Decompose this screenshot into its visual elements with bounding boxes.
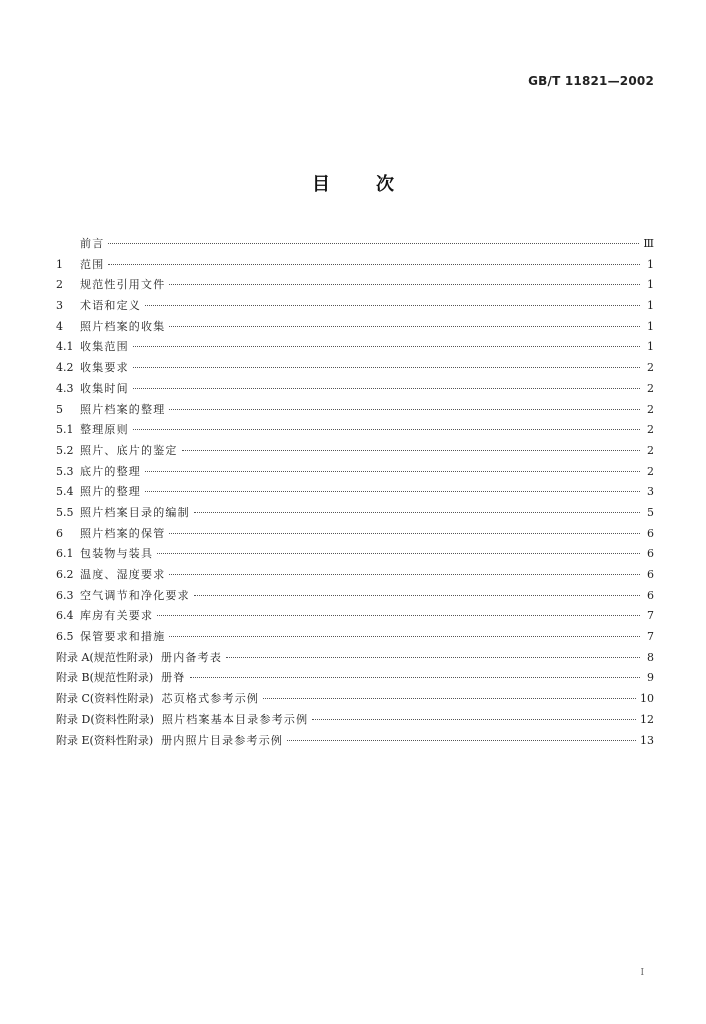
toc-entry-number: 4.1	[56, 340, 74, 354]
toc-entry-title: 保管要求和措施	[80, 630, 166, 644]
toc-heading-left: 目	[312, 174, 330, 195]
toc-entry-page: 7	[647, 630, 654, 644]
toc-entry-title: 收集要求	[80, 361, 129, 375]
toc-entry[interactable]	[56, 234, 654, 255]
toc-entry-title: 术语和定义	[80, 299, 141, 313]
toc-entry-title: 前言	[80, 237, 105, 250]
toc-entry-title: 册内备考表	[161, 650, 223, 664]
toc-entry[interactable]	[56, 337, 654, 358]
toc-entry-title: 照片的整理	[80, 485, 141, 499]
toc-entry-number: 附录 E(资料性附录)	[56, 733, 154, 747]
toc-entry-title: 收集范围	[80, 340, 129, 354]
toc-entry-number: 6.1	[56, 547, 74, 561]
toc-entry[interactable]	[56, 668, 654, 689]
toc-entry-number: 5.2	[56, 443, 74, 457]
toc-dot-leader	[169, 574, 640, 575]
toc-entry-number: 4.3	[56, 381, 74, 395]
toc-entry-title: 照片档案的整理	[80, 402, 166, 416]
toc-entry-title: 规范性引用文件	[80, 278, 166, 292]
toc-dot-leader	[133, 388, 640, 389]
toc-entry-number: 6.2	[56, 568, 74, 581]
toc-entry-number: 2	[56, 278, 63, 292]
toc-entry-title: 照片档案的保管	[80, 526, 166, 540]
toc-entry-title: 照片、底片的鉴定	[80, 443, 178, 457]
toc-entry-number: 6.4	[56, 609, 74, 623]
standard-code: GB/T 11821—2002	[528, 74, 654, 88]
toc-entry-page: Ⅲ	[643, 237, 654, 250]
toc-dot-leader	[157, 553, 640, 554]
toc-entry-number: 6.3	[56, 588, 74, 602]
toc-entry-title: 整理原则	[80, 423, 129, 437]
toc-entry-page: 6	[647, 526, 654, 540]
toc-entry[interactable]	[56, 462, 654, 483]
toc-entry-title: 册脊	[161, 671, 186, 685]
toc-entry-page: 6	[647, 588, 654, 602]
toc-dot-leader	[169, 533, 640, 534]
toc-entry-page: 13	[640, 733, 654, 747]
toc-entry-number: 5.5	[56, 505, 74, 519]
toc-entry[interactable]	[56, 710, 654, 731]
toc-entry-title: 包装物与装具	[80, 547, 154, 561]
toc-entry[interactable]	[56, 648, 654, 669]
toc-entry-number: 5	[56, 402, 63, 416]
toc-dot-leader	[108, 264, 640, 265]
toc-entry[interactable]	[56, 420, 654, 441]
toc-entry[interactable]	[56, 524, 654, 545]
toc-heading-right: 次	[376, 174, 394, 195]
toc-dot-leader	[182, 450, 640, 451]
toc-entry[interactable]	[56, 627, 654, 648]
toc-entry-title: 底片的整理	[80, 464, 141, 478]
toc-entry-number: 4	[56, 319, 63, 333]
toc-entry-page: 2	[647, 361, 654, 375]
toc-dot-leader	[133, 429, 640, 430]
toc-entry-number: 5.4	[56, 485, 74, 499]
toc-dot-leader	[133, 346, 640, 347]
toc-entry-title: 空气调节和净化要求	[80, 588, 190, 602]
toc-dot-leader	[169, 409, 640, 410]
toc-entry-title: 库房有关要求	[80, 609, 154, 623]
toc-dot-leader	[263, 698, 636, 699]
toc-entry-page: 8	[647, 650, 654, 664]
toc-entry[interactable]	[56, 689, 654, 710]
toc-entry[interactable]	[56, 606, 654, 627]
toc-entry-title: 收集时间	[80, 381, 129, 395]
toc-entry-title: 册内照片目录参考示例	[161, 733, 284, 747]
toc-entry[interactable]	[56, 296, 654, 317]
toc-dot-leader	[145, 471, 640, 472]
toc-entry-number: 6.5	[56, 630, 74, 644]
toc-entry-title: 照片档案的收集	[80, 319, 166, 333]
toc-entry[interactable]	[56, 317, 654, 338]
toc-entry-number: 6	[56, 526, 63, 540]
toc-dot-leader	[194, 512, 640, 513]
toc-entry[interactable]	[56, 255, 654, 276]
toc-dot-leader	[169, 326, 640, 327]
toc-entry-number: 5.3	[56, 464, 74, 478]
toc-dot-leader	[194, 595, 640, 596]
toc-entry-number: 附录 D(资料性附录)	[56, 712, 154, 726]
toc-entry[interactable]	[56, 400, 654, 421]
toc-entry-page: 2	[647, 381, 654, 395]
toc-entry[interactable]	[56, 565, 654, 586]
toc-dot-leader	[190, 677, 640, 678]
toc-dot-leader	[145, 305, 640, 306]
toc-entry-page: 6	[647, 547, 654, 561]
toc-entry[interactable]	[56, 586, 654, 607]
toc-entry-page: 9	[647, 671, 654, 685]
toc-entry-page: 1	[647, 340, 654, 354]
toc-entry-page: 1	[647, 257, 654, 271]
toc-entry-page: 2	[647, 464, 654, 478]
toc-dot-leader	[133, 367, 640, 368]
toc-entry-title: 芯页格式参考示例	[161, 692, 260, 706]
toc-entry[interactable]	[56, 275, 654, 296]
toc-entry-number: 附录 A(规范性附录)	[56, 650, 154, 664]
toc-entry-number: 附录 C(资料性附录)	[56, 692, 154, 706]
toc-entry-page: 2	[647, 443, 654, 457]
page-corner-mark: I	[640, 968, 644, 978]
toc-entry-page: 12	[640, 712, 654, 726]
toc-entry[interactable]	[56, 503, 654, 524]
toc-entry-number: 4.2	[56, 361, 74, 375]
toc-entry-number: 1	[56, 257, 63, 271]
toc-entry-page: 1	[647, 299, 654, 313]
toc-entry-title: 照片档案基本目录参考示例	[161, 712, 309, 726]
toc-heading	[0, 170, 706, 196]
toc-entry-number: 附录 B(规范性附录)	[56, 671, 154, 685]
toc-entry[interactable]	[56, 441, 654, 462]
toc-entry-title: 温度、湿度要求	[80, 568, 166, 581]
toc-entry-page: 7	[647, 609, 654, 623]
toc-dot-leader	[226, 657, 640, 658]
toc-entry-page: 1	[647, 278, 654, 292]
toc-entry[interactable]	[56, 544, 654, 565]
toc-entry[interactable]	[56, 482, 654, 503]
toc-entry[interactable]	[56, 731, 654, 752]
toc-dot-leader	[157, 615, 640, 616]
toc-dot-leader	[312, 719, 636, 720]
toc-entry-title: 范围	[80, 257, 105, 271]
toc-dot-leader	[169, 636, 640, 637]
table-of-contents	[56, 234, 654, 751]
toc-entry-number: 5.1	[56, 423, 74, 437]
toc-entry-page: 2	[647, 402, 654, 416]
toc-dot-leader	[287, 740, 636, 741]
toc-dot-leader	[145, 491, 640, 492]
toc-entry-number: 3	[56, 299, 63, 313]
toc-entry-title: 照片档案目录的编制	[80, 505, 190, 519]
toc-entry-page: 2	[647, 423, 654, 437]
toc-entry-page: 3	[647, 485, 654, 499]
toc-entry[interactable]	[56, 379, 654, 400]
toc-entry-page: 10	[640, 692, 654, 706]
toc-entry[interactable]	[56, 358, 654, 379]
toc-entry-page: 5	[647, 505, 654, 519]
toc-dot-leader	[169, 284, 640, 285]
toc-dot-leader	[108, 243, 639, 244]
toc-entry-page: 6	[647, 568, 654, 581]
toc-entry-page: 1	[647, 319, 654, 333]
